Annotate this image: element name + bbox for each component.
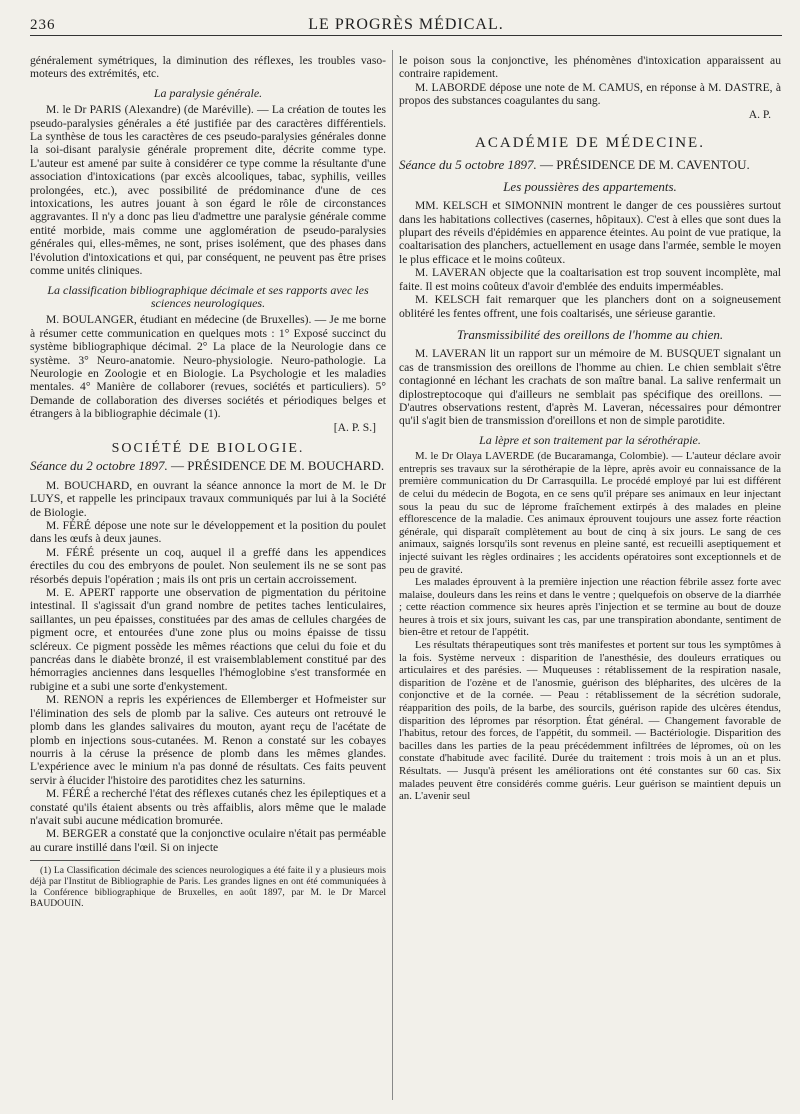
footnote: (1) La Classification décimale des sciences neurologiques a été faite il y a plusieurs mois déjà par l'Institut de Bibliographie de Paris. Les grandes lignes en ont été communiquées à la Conférence bibliographique de Bruxelles, en août 1897, par M. le Dr Marcel BAUDOUIN. xyxy=(30,865,386,910)
paragraph: le poison sous la conjonctive, les phénomènes d'intoxication apparaissent au contraire rapidement. xyxy=(399,54,781,81)
paragraph: M. FÉRÉ a recherché l'état des réflexes cutanés chez les épileptiques et a constaté qu'ils étaient absents ou très affaiblis, alors même que le malade n'avait subi aucune médication bromurée. xyxy=(30,787,386,827)
paragraph: M. FÉRÉ présente un coq, auquel il a greffé dans les appendices érectiles du cou des embryons de poulet. Non seulement ils ne se sont pas résorbés depuis l'opération ; mais ils ont pris un certain accroissement. xyxy=(30,545,386,586)
seance-date: Séance du 2 octobre 1897. xyxy=(30,458,168,474)
paragraph: M. BOUCHARD, en ouvrant la séance annonce la mort de M. le Dr LUYS, et rappelle les principaux travaux communiqués par lui à la Société de Biologie. xyxy=(30,478,386,519)
page-header xyxy=(30,15,782,36)
section-title: SOCIÉTÉ DE BIOLOGIE. xyxy=(111,440,305,456)
subheading: La lèpre et son traitement par la sérothérapie. xyxy=(479,432,701,447)
page-number: 236 xyxy=(30,17,56,33)
signature: A. P. xyxy=(748,107,771,121)
seance-presidence: — PRÉSIDENCE DE M. CAVENTOU. xyxy=(540,157,750,173)
paragraph: M. FÉRÉ dépose une note sur le développement et la position du poulet dans les œufs à deux jaunes. xyxy=(30,519,386,546)
left-column xyxy=(30,54,386,1109)
paragraph: M. le Dr Olaya LAVERDE (de Bucaramanga, Colombie). — L'auteur déclare avoir entrepris ses travaux sur la sérothérapie de la lèpre, après avoir eu connaissance de la première communication du Dr Carrasquilla. Le procédé employé par lui est différent de celui du médecin de Bogota, en ce sens qu'il prépare ses animaux en leur injectant sous la peau du suc de léprome fraîchement extirpés à des malades en pleine efflorescence de la maladie. Ces animaux éprouvent toujours une assez forte réaction générale, qui disparaît complètement au bout de cinq à six jours. Le sang de ces animaux, saignés lorsqu'ils sont revenus en pleine santé, est recueilli aseptiquement et injecté suivant les règles ordinaires ; les accidents opératoires sont exceptionnels et de peu de gravité. xyxy=(399,450,781,576)
paragraph: Les malades éprouvent à la première injection une réaction fébrile assez forte avec malaise, douleurs dans les reins et dans le ventre ; quelquefois on observe de la diarrhée ; cette réaction commence six heures après l'injection et se termine au bout de douze heures à trois et six jours, suivant les cas, par une transpiration abondante, sentiment de bien-être et retour de l'appétit. xyxy=(399,576,781,639)
paragraph: M. BOULANGER, étudiant en médecine (de Bruxelles). — Je me borne à résumer cette communication en quelques mots : 1° Exposé succinct du système bibliographique décimal. 2° La place de la Neurologie dans ce système. 3° Neuro-anatomie. Neuro-physiologie. Neuro-pathologie. La Neurologie en Zoologie et en Biologie. La Psychologie et les maladies mentales. 4° Manière de collaborer (revues, sociétés et particuliers). 5° Demande de collaboration des diverses sociétés et périodiques belges et étrangers à la bibliographie décimale (1). xyxy=(30,313,386,421)
subheading: Les poussières des appartements. xyxy=(503,178,677,194)
seance-presidence: — PRÉSIDENCE DE M. BOUCHARD. xyxy=(171,458,385,474)
paragraph: M. le Dr PARIS (Alexandre) (de Maréville). — La création de toutes les pseudo-paralysies générales a été justifiée par des caractères différentiels. La synthèse de tous les caractères de ces pseudo-paralysies générales donne la soi-disant paralysie générale proprement dite, décrite comme type. L'auteur est amené par suite à considérer ce type comme la résultante d'une association d'intoxications (par excès alcooliques, tabac, syphilis, veilles prolongées, etc.), avec possibilité de prédominance d'une de ces intoxications, les autres jouant à son égard le rôle de circonstances aggravantes. Il n'y a donc pas lieu d'admettre une paralysie générale comme entité morbide, mais comme une agglomération de pseudo-paralysies générales qui, elles-mêmes, ne sont, prises isolément, que des phases dans l'évolution d'intoxications et qui, par conséquent, ne peuvent pas être prises comme unités cliniques. xyxy=(30,103,386,278)
seance-line xyxy=(399,158,781,171)
paragraph: généralement symétriques, la diminution des réflexes, les troubles vaso-moteurs des extrémités, etc. xyxy=(30,54,386,81)
subheading: Transmissibilité des oreillons de l'homme au chien. xyxy=(456,326,724,342)
paragraph: M. RENON a repris les expériences de Ellemberger et Hofmeister sur l'élimination des sels de plomb par la salive. Ces auteurs ont retrouvé le plomb dans les glandes salivaires du mouton, ayant reçu de l'acétate de plomb en injections sous-cutanées. M. Renon a constaté sur les cobayes nourris à la céruse la présence de plomb dans les mêmes glandes. L'expérience avec le minium n'a pas donné de résultats. Ces faits peuvent servir à élucider l'histoire des parotidites chez les saturnins. xyxy=(30,693,386,787)
footnote-rule xyxy=(30,860,120,861)
paragraph: M. LAVERAN objecte que la coaltarisation est trop souvent incomplète, mal faite. Il est moins coûteux d'avoir d'emblée des enduits imperméables. xyxy=(399,266,781,293)
journal-title: LE PROGRÈS MÉDICAL. xyxy=(308,16,504,33)
paragraph: M. KELSCH fait remarquer que les planchers dont on a soigneusement oblitéré les fentes offrent, une fois coaltarisés, une sérieuse garantie. xyxy=(399,293,781,320)
paragraph: M. BERGER a constaté que la conjonctive oculaire n'était pas perméable au curare instillé dans l'œil. Si on injecte xyxy=(30,827,386,854)
section-title: ACADÉMIE DE MÉDECINE. xyxy=(475,135,705,152)
subheading: La paralysie générale. xyxy=(153,85,263,100)
right-column xyxy=(399,54,781,1109)
signature: [A. P. S.] xyxy=(333,420,376,434)
paragraph: M. E. APERT rapporte une observation de pigmentation du péritoine intestinal. Il s'agissait d'un grand nombre de petites taches lenticulaires, saillantes, un peu épaisses, constituées par des amas de cellules chargées de pigment ocre, et entourées d'une zone plus ou moins épaisse de tissu scléreux. Ce pigment possède les mêmes réactions que celui du foie et du pancréas dans le diabète bronzé, il est vraisemblablement constitué par des hémorragies anciennes dans lesquelles l'hémoglobine s'est transformée en rubigine et a subi une sorte d'enkystement. xyxy=(30,586,386,693)
seance-date: Séance du 5 octobre 1897. xyxy=(399,157,537,173)
paragraph: M. LABORDE dépose une note de M. CAMUS, en réponse à M. DASTRE, à propos des substances coagulantes du sang. xyxy=(399,80,781,108)
paragraph: Les résultats thérapeutiques sont très manifestes et portent sur tous les symptômes à la fois. Système nerveux : disparition de l'anesthésie, des douleurs erratiques ou articulaires et des parésies. — Muqueuses : rétablissement de la respiration nasale, disparition de l'ozène et de l'anosmie, guérison des blépharites, des ulcères de la conjonctive et de la cornée. — Peau : rétablissement de la sécrétion sudorale, réapparition des poils, de la barbe, des sourcils, guérison rapide des ulcères étendus, disparition des lépromes par résorption. État général. — Changement favorable de l'habitus, retour des forces, de l'appétit, du sommeil. — Bactériologie. Disparition des bacilles dans les parties de la peau précédemment infiltrées de lépromes, où on les constate d'habitude avec facilité. Durée du traitement : trois mois à un an et plus. Résultats. — Jusqu'à présent les améliorations ont été constantes sur 60 cas. Six malades peuvent être considérés comme guéris. Leur guérison se maintient depuis un an. L'avenir seul xyxy=(399,639,781,803)
paragraph: MM. KELSCH et SIMONNIN montrent le danger de ces poussières surtout dans les habitations collectives (casernes, hôpitaux). C'est à elles que sont dues la plupart des réveils d'épidémies en apparence éteintes. Au point de vue pratique, la coaltarisation des planchers, actuellement en usage dans l'armée, semble le moyen le plus efficace et le moins coûteux. xyxy=(399,199,781,266)
column-divider xyxy=(392,50,393,1100)
subheading: La classification bibliographique décimale et ses rapports avec les sciences neurologiques. xyxy=(47,282,369,310)
seance-line xyxy=(30,459,386,472)
paragraph: M. LAVERAN lit un rapport sur un mémoire de M. BUSQUET signalant un cas de transmission des oreillons de l'homme au chien. Le chien semblait s'être contagionné en léchant les crachats de son maître banal. La salive renfermait un diplostreptocoque qui d'ailleurs ne semblait pas spécifique des oreillons. — D'autres observations restent, d'après M. Laveran, nécessaires pour démontrer qu'il s'agit bien de transmission d'oreillons et non de simple parotidite. xyxy=(399,347,781,428)
